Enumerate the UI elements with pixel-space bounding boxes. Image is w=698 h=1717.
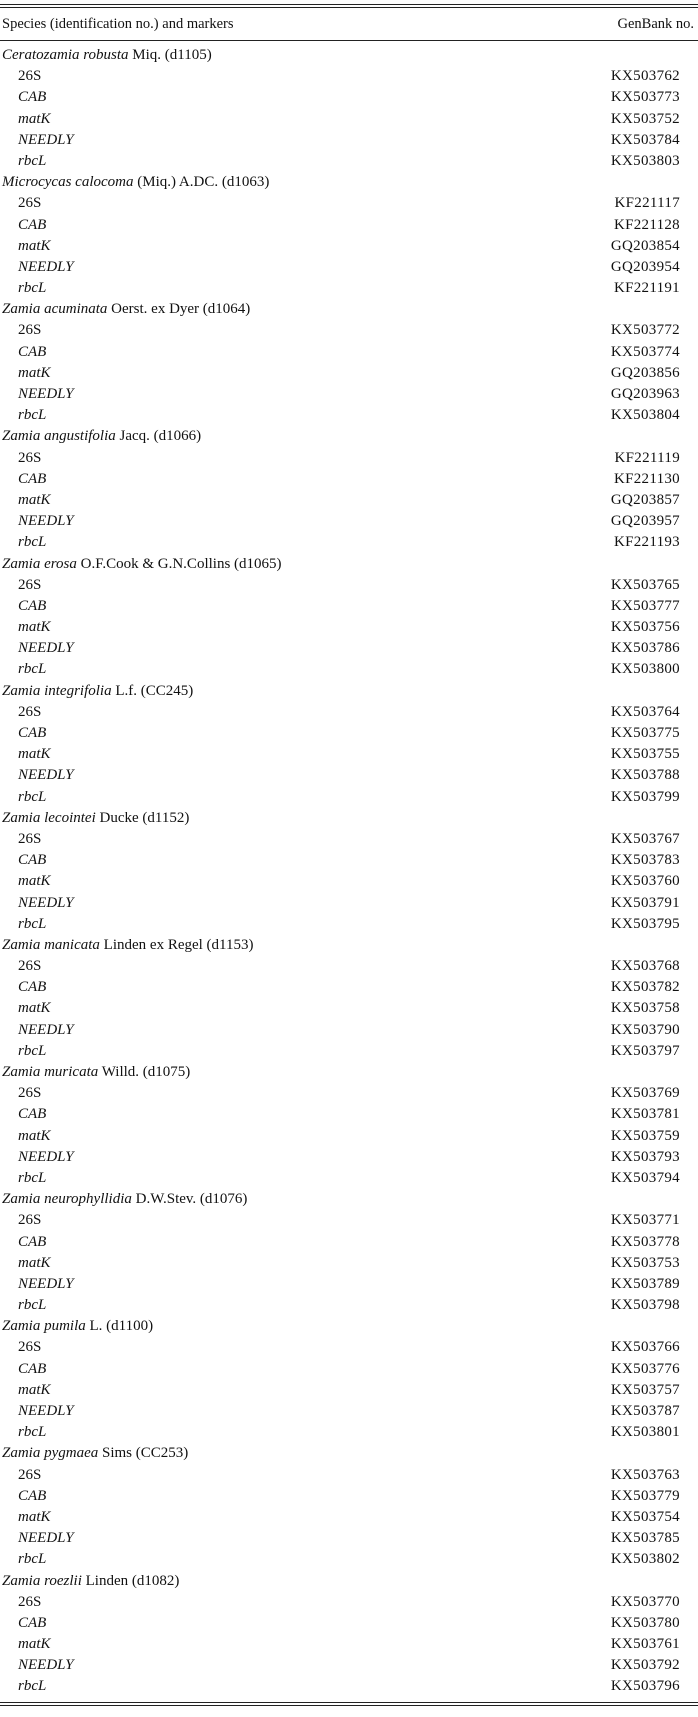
species-name [2,299,250,320]
genbank-accession: KF221191 [613,280,680,297]
genbank-accession: KX503786 [610,640,680,657]
species-binomial: Zamia muricata [2,1064,99,1080]
species-binomial: Zamia integrifolia [2,682,112,699]
marker-row [0,744,698,765]
marker-row [0,977,698,998]
marker-label: CAB [18,979,47,996]
species-row [0,299,698,320]
marker-row [0,1528,698,1549]
marker-label: NEEDLY [18,1021,74,1038]
marker-row [0,1380,698,1401]
marker-row [0,87,698,108]
genbank-accession: GQ203954 [610,258,680,275]
species-name [2,45,212,66]
genbank-accession: KF221128 [613,216,680,233]
species-name [2,1443,188,1464]
marker-row [0,871,698,892]
species-authority-id: Oerst. ex Dyer (d1064) [107,301,251,318]
marker-row [0,532,698,553]
genbank-accession: KX503785 [610,1530,680,1547]
marker-row [0,1147,698,1168]
marker-row [0,448,698,469]
species-name [2,1316,153,1337]
species-binomial: Zamia pygmaea [2,1445,99,1462]
marker-label: CAB [18,1614,47,1631]
species-binomial: Microcycas calocoma [2,174,134,191]
genbank-accession: KX503781 [610,1106,680,1123]
marker-label: matK [18,619,51,636]
species-row [0,554,698,575]
species-authority-id: L. (d1100) [85,1318,154,1335]
marker-label: 26S [18,68,42,85]
marker-row [0,1676,698,1697]
marker-label: NEEDLY [18,1657,74,1674]
genbank-accession: KX503777 [610,597,680,614]
genbank-accession: KX503762 [610,68,680,85]
genbank-accession: KX503784 [610,131,680,148]
species-row [0,172,698,193]
species-authority-id: (Miq.) A.DC. (d1063) [133,174,270,191]
marker-row [0,659,698,680]
species-name [2,935,254,956]
marker-row [0,617,698,638]
marker-row [0,109,698,130]
marker-label: matK [18,1508,51,1525]
genbank-accession: KX503752 [610,110,680,127]
marker-row [0,363,698,384]
species-row [0,45,698,66]
species-authority-id: D.W.Stev. (d1076) [131,1191,248,1208]
marker-row [0,765,698,786]
species-authority-id: Linden (d1082) [81,1572,180,1589]
marker-label: rbcL [18,788,47,805]
genbank-accession: GQ203857 [610,491,680,508]
marker-row [0,257,698,278]
marker-label: 26S [18,1466,42,1483]
genbank-accession: KX503797 [610,1042,680,1059]
marker-label: 26S [18,322,42,339]
marker-label: rbcL [18,661,47,678]
marker-row [0,1274,698,1295]
marker-row [0,1253,698,1274]
genbank-accession: KX503794 [610,1169,680,1186]
marker-label: 26S [18,1593,42,1610]
genbank-accession: KX503771 [610,1212,680,1229]
marker-label: 26S [18,1339,42,1356]
genbank-accession: KX503783 [610,852,680,869]
header-species-markers: Species (identification no.) and markers [2,15,234,32]
marker-row [0,66,698,87]
marker-row [0,914,698,935]
marker-row [0,320,698,341]
table-body [0,45,698,1698]
species-binomial: Zamia pumila [2,1318,86,1335]
marker-row [0,1655,698,1676]
marker-label: matK [18,873,51,890]
marker-row [0,1465,698,1486]
marker-label: CAB [18,1360,47,1377]
marker-row [0,1126,698,1147]
marker-label: NEEDLY [18,258,74,275]
marker-label: NEEDLY [18,1148,74,1165]
marker-row [0,1613,698,1634]
species-binomial: Ceratozamia robusta [2,47,129,63]
genbank-accession: KX503775 [610,725,680,741]
bottom-rule [0,1702,698,1706]
genbank-accession: KX503779 [610,1487,680,1504]
genbank-accession: KX503753 [610,1254,680,1271]
marker-row [0,405,698,426]
species-row [0,1189,698,1210]
genbank-accession: KX503761 [610,1636,680,1653]
marker-label: NEEDLY [18,894,74,911]
marker-row [0,998,698,1019]
species-name [2,1189,247,1210]
marker-label: CAB [18,597,47,614]
genbank-accession: GQ203963 [610,386,680,402]
marker-row [0,1486,698,1507]
marker-label: matK [18,237,51,254]
genbank-accession: KF221119 [614,449,680,466]
marker-row [0,490,698,511]
genbank-accession: KF221117 [614,195,680,212]
marker-row [0,723,698,744]
marker-label: rbcL [18,1678,47,1695]
marker-row [0,1422,698,1443]
marker-label: NEEDLY [18,1275,74,1292]
marker-label: matK [18,1381,51,1398]
genbank-accession: KX503768 [610,958,680,975]
species-authority-id: Sims (CC253) [98,1445,189,1462]
marker-row [0,130,698,151]
marker-label: NEEDLY [18,1530,74,1547]
marker-label: rbcL [18,1169,47,1186]
marker-row [0,1168,698,1189]
genbank-accession: KX503787 [610,1403,680,1419]
marker-row [0,1083,698,1104]
species-binomial: Zamia roezlii [2,1572,82,1589]
marker-row [0,1210,698,1231]
marker-row [0,151,698,172]
genbank-accession: KX503796 [610,1678,680,1695]
genbank-accession: KX503782 [610,979,680,996]
marker-row [0,1359,698,1380]
genbank-accession: KX503764 [610,703,680,720]
species-authority-id: O.F.Cook & G.N.Collins (d1065) [76,555,282,572]
marker-row [0,596,698,617]
genbank-accession: KX503763 [610,1466,680,1483]
genbank-accession: KX503758 [610,1000,680,1017]
species-binomial: Zamia lecointei [2,809,96,826]
species-name [2,808,189,829]
genbank-accession: GQ203856 [610,364,680,381]
header-genbank-no: GenBank no. [617,15,694,32]
marker-label: matK [18,1127,51,1144]
species-row [0,1571,698,1592]
species-name [2,426,201,447]
species-name [2,1062,190,1083]
species-authority-id: Ducke (d1152) [95,809,190,826]
marker-label: 26S [18,830,42,847]
genbank-accession: KX503790 [610,1021,680,1038]
marker-row [0,236,698,257]
marker-label: CAB [18,470,47,487]
genbank-accession: KX503800 [610,661,680,678]
marker-row [0,1634,698,1655]
marker-label: 26S [18,1085,42,1102]
species-name [2,1571,179,1592]
marker-label: CAB [18,216,47,233]
genbank-accession: KX503795 [610,915,680,932]
marker-label: matK [18,110,51,127]
marker-row [0,1104,698,1125]
genbank-accession: KX503801 [610,1424,680,1441]
genbank-accession: KX503799 [610,788,680,805]
species-authority-id: Willd. (d1075) [98,1064,191,1080]
marker-row [0,702,698,723]
marker-row [0,575,698,596]
genbank-accession: KX503754 [610,1508,680,1525]
marker-row [0,1337,698,1358]
genbank-accession: KX503766 [610,1339,680,1356]
marker-label: CAB [18,852,47,869]
marker-label: CAB [18,1106,47,1123]
marker-label: NEEDLY [18,640,74,657]
species-binomial: Zamia erosa [2,555,77,572]
marker-row [0,850,698,871]
marker-label: CAB [18,89,47,106]
marker-label: NEEDLY [18,513,74,530]
species-authority-id: Miq. (d1105) [128,47,212,63]
marker-label: rbcL [18,915,47,932]
marker-row [0,1041,698,1062]
species-row [0,935,698,956]
marker-row [0,956,698,977]
marker-label: 26S [18,958,42,975]
marker-label: NEEDLY [18,386,74,402]
genbank-accession: KX503759 [610,1127,680,1144]
marker-row [0,511,698,532]
species-binomial: Zamia neurophyllidia [2,1191,132,1208]
marker-row [0,1592,698,1613]
marker-row [0,193,698,214]
marker-label: 26S [18,1212,42,1229]
genbank-accession: KX503791 [610,894,680,911]
genbank-accession: KX503803 [610,152,680,169]
species-authority-id: L.f. (CC245) [111,682,194,699]
species-binomial: Zamia manicata [2,936,100,953]
marker-label: CAB [18,1233,47,1250]
species-name [2,681,193,702]
marker-label: 26S [18,703,42,720]
genbank-accession: GQ203854 [610,237,680,254]
species-name [2,554,282,575]
genbank-accession: KX503778 [610,1233,680,1250]
marker-label: rbcL [18,1551,47,1568]
genbank-accession: KX503757 [610,1381,680,1398]
genbank-accession: KX503776 [610,1360,680,1377]
species-binomial: Zamia angustifolia [2,428,116,445]
genbank-accession: KX503756 [610,619,680,636]
genbank-accession: KF221130 [613,470,680,487]
genbank-accession: KX503755 [610,746,680,763]
marker-row [0,1232,698,1253]
marker-label: CAB [18,343,47,360]
marker-label: matK [18,746,51,763]
bottom-rule-wrap [0,1702,698,1706]
marker-label: matK [18,364,51,381]
marker-row [0,1507,698,1528]
species-row [0,1316,698,1337]
species-binomial: Zamia acuminata [2,301,108,318]
marker-row [0,787,698,808]
marker-row [0,1549,698,1570]
marker-row [0,1020,698,1041]
genbank-accession: KX503760 [610,873,680,890]
species-row [0,426,698,447]
genbank-accession: KX503802 [610,1551,680,1568]
marker-row [0,342,698,363]
species-row [0,681,698,702]
marker-label: rbcL [18,152,47,169]
marker-label: rbcL [18,1042,47,1059]
marker-row [0,1295,698,1316]
marker-label: NEEDLY [18,1403,74,1419]
genbank-accession: KX503793 [610,1148,680,1165]
marker-label: matK [18,1000,51,1017]
genbank-accession: KX503772 [610,322,680,339]
genbank-accession: KX503774 [610,343,680,360]
marker-label: rbcL [18,407,47,424]
marker-label: 26S [18,195,42,212]
marker-label: 26S [18,449,42,466]
species-authority-id: Jacq. (d1066) [115,428,202,445]
marker-row [0,829,698,850]
marker-label: rbcL [18,1297,47,1314]
marker-row [0,638,698,659]
genbank-accession: KX503769 [610,1085,680,1102]
marker-label: matK [18,1636,51,1653]
marker-row [0,1401,698,1422]
genbank-accession: KX503804 [610,407,680,424]
genbank-accession: KX503789 [610,1275,680,1292]
genbank-accession: KX503773 [610,89,680,106]
marker-row [0,215,698,236]
table-header [0,8,698,40]
marker-row [0,384,698,405]
genbank-accession: KX503767 [610,830,680,847]
marker-label: NEEDLY [18,767,74,784]
marker-row [0,469,698,490]
marker-row [0,893,698,914]
marker-label: matK [18,491,51,508]
marker-label: NEEDLY [18,131,74,148]
species-row [0,808,698,829]
marker-label: CAB [18,1487,47,1504]
marker-label: matK [18,1254,51,1271]
marker-row [0,278,698,299]
genbank-accession: KX503765 [610,576,680,593]
marker-label: rbcL [18,534,47,551]
genbank-accession: KF221193 [613,534,680,551]
genbank-accession: KX503780 [610,1614,680,1631]
species-row [0,1062,698,1083]
genbank-accession: KX503770 [610,1593,680,1610]
genbank-accession: KX503792 [610,1657,680,1674]
marker-label: rbcL [18,1424,47,1441]
header-rule [0,40,698,41]
species-row [0,1443,698,1464]
genbank-accession: KX503788 [610,767,680,784]
species-authority-id: Linden ex Regel (d1153) [99,936,254,953]
genbank-accession: GQ203957 [610,513,680,530]
species-name [2,172,269,193]
marker-label: CAB [18,725,47,741]
marker-label: 26S [18,576,42,593]
marker-label: rbcL [18,280,47,297]
genbank-accession: KX503798 [610,1297,680,1314]
